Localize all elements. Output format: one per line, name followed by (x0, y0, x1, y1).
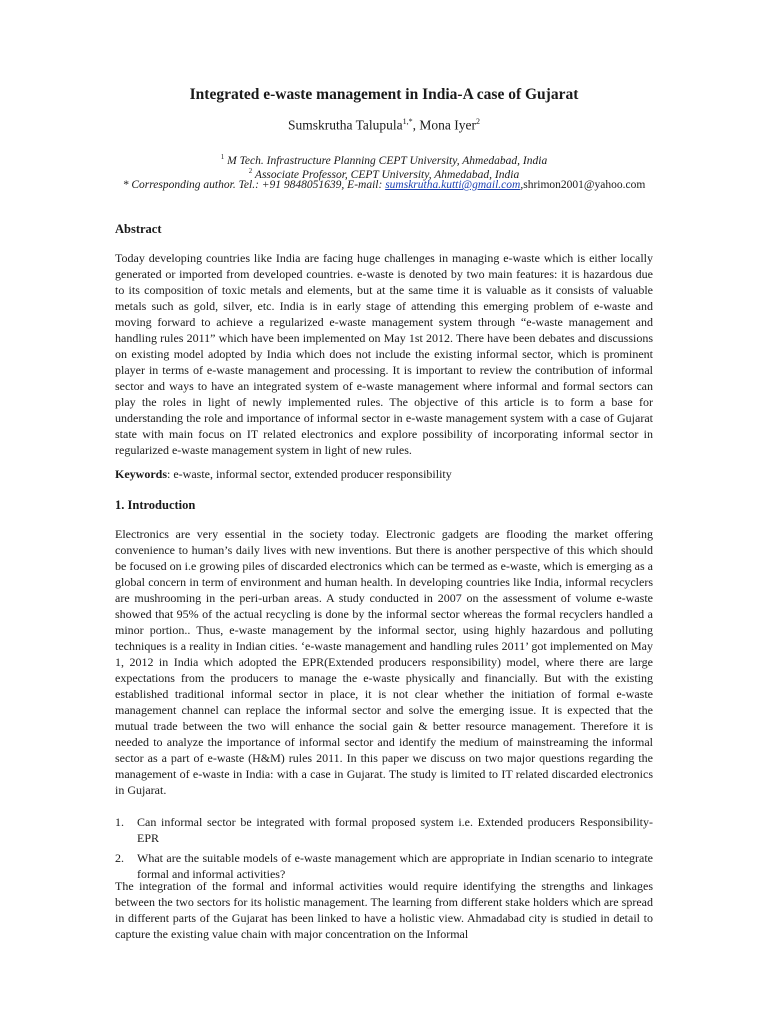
list-item-number: 1. (115, 815, 124, 829)
introduction-heading: 1. Introduction (115, 498, 196, 512)
keywords-label: Keywords (115, 467, 167, 481)
list-item-text: What are the suitable models of e-waste management which are appropriate in Indian scenario to integrate formal and informal activities? (137, 851, 653, 881)
paper-title: Integrated e-waste management in India-A case of Gujarat (189, 86, 579, 103)
affiliation-1-marker: 1 (220, 153, 225, 161)
affiliation-2-text: Associate Professor, CEPT University, Ahmedabad, India (252, 168, 520, 181)
abstract-text: Today developing countries like India are facing huge challenges in managing e-waste which is either locally generated or imported from developed countries. e-waste is denoted by two main features: it is hazardous due to its composition of toxic metals and elements, but at the same time it is valuable as it consists of valuable metals such as gold, silver, etc. India is in early stage of attending this emerging problem of e-waste and moving forward to achieve a regularized e-waste management system through “e-waste management and handling rules 2011” which have been implemented on May 1st 2012. There have been debates and discussions on existing model adopted by India which does not include the existing informal sector, which is prominent player in terms of e-waste management and processing. It is important to review the contribution of informal sector and ways to have an integrated system of e-waste management where informal and formal sectors can play the roles in light of newly implemented rules. The objective of this article is to form a base for understanding the role and importance of informal sector in e-waste management system with a case of Gujarat state with main focus on IT related electronics and explore possibility of incorporating informal sector in regularized e-waste management system in light of new rules. (115, 251, 653, 457)
keywords-text: : e-waste, informal sector, extended producer responsibility (167, 467, 452, 481)
corresponding-author (0, 178, 768, 192)
corresponding-prefix: * Corresponding author. Tel.: +91 9848051639, E-mail: (122, 179, 386, 191)
email-secondary: ,shrimon2001@yahoo.com (520, 179, 646, 191)
email-link[interactable]: sumskrutha.kutti@gmail.com (385, 179, 521, 191)
list-item-text: Can informal sector be integrated with formal proposed system i.e. Extended producers Responsibility-EPR (137, 815, 653, 845)
keywords-line (115, 466, 653, 482)
author-line (0, 117, 768, 134)
research-questions (115, 814, 653, 886)
introduction-closing-text: The integration of the formal and informal activities would require identifying the strengths and linkages between the two sectors for its holistic management. The learning from different stake holders which are spread in different parts of the Gujarat has been linked to have a holistic view. Ahmadabad city is studied in detail to capture the existing value chain with major concentration on the Informal (115, 879, 653, 941)
abstract-heading: Abstract (115, 222, 162, 236)
author-2-name: Mona Iyer (419, 117, 477, 133)
affiliation-2-marker: 2 (248, 167, 253, 175)
list-item-number: 2. (115, 851, 124, 865)
list-item (115, 814, 653, 846)
author-separator: , (412, 117, 420, 133)
author-1-superscript: 1,* (402, 117, 413, 126)
author-2-superscript: 2 (476, 117, 481, 126)
introduction-text: Electronics are very essential in the society today. Electronic gadgets are flooding the market offering convenience to human’s daily lives with new inventions. But there is another perspective of this which should be focused on i.e growing piles of discarded electronics which can be termed as e-waste, which is emerging as a global concern in term of environment and human health. In developing countries like India, informal recyclers are mushrooming in the peri-urban areas. A study conducted in 2007 on the assessment of volume e-waste showed that 95% of the actual recycling is done by the informal sector whereas the formal recyclers handled a minor portion.. Thus, e-waste management by the informal sector, using highly hazardous and polluting techniques is a reality in Indian cities. ‘e-waste management and handling rules 2011’ got implemented on May 1, 2012 in India which adopted the EPR(Extended producers responsibility) model, where there are large expectations from the producers to manage the e-waste physically and financially. But with the existing established traditional informal sector in place, it is not clear whether the initiation of formal e-waste management channel can replace the informal sector and solve the emerging issue. It is expected that the mutual trade between the two will enhance the social gain & better resource management. Therefore it is needed to analyze the importance of informal sector and identify the medium of mainstreaming the informal sector as a part of e-waste (H&M) rules 2011. In this paper we discuss on two major questions regarding the management of e-waste in India: with a case in Gujarat. The study is limited to IT related discarded electronics in Gujarat. (115, 527, 653, 797)
author-1-name: Sumskrutha Talupula (287, 117, 403, 133)
affiliation-1-text: M Tech. Infrastructure Planning CEPT University, Ahmedabad, India (224, 154, 548, 167)
